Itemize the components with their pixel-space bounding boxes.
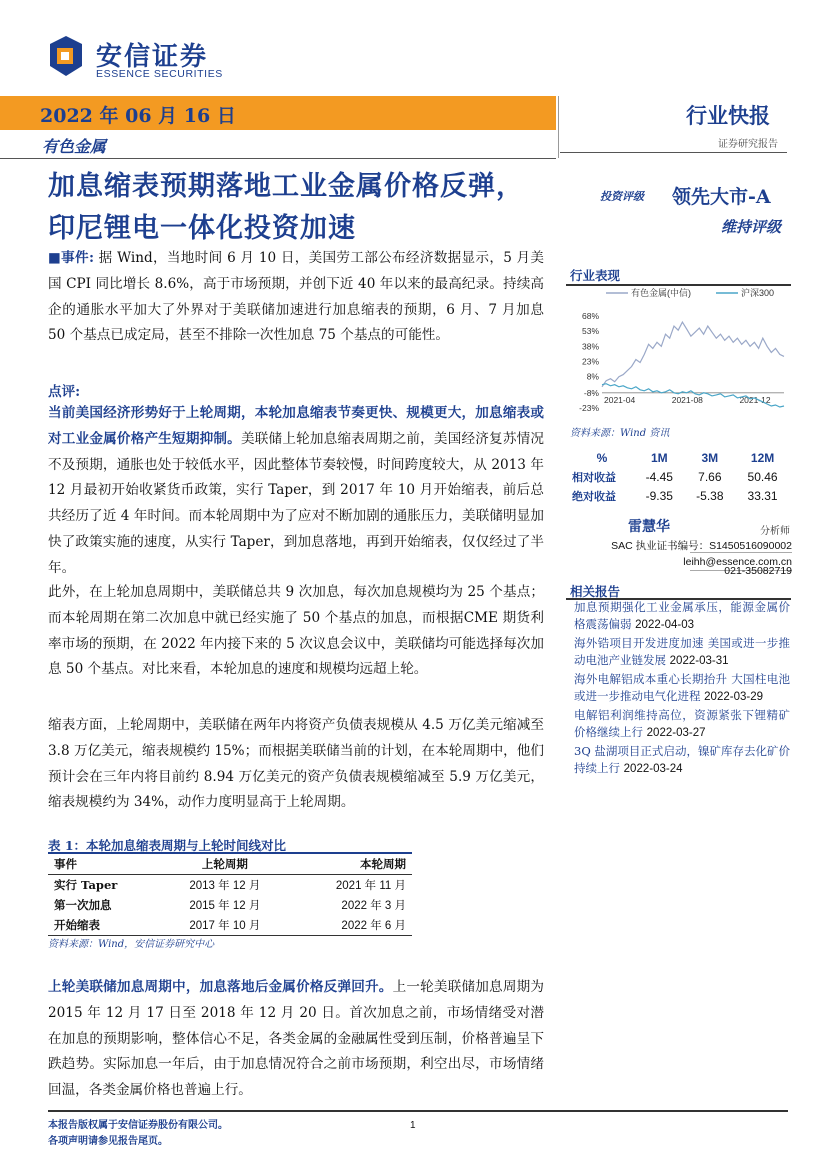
- table-source: 资料来源：Wind，安信证券研究中心: [48, 939, 215, 950]
- related-report-date: 2022-03-27: [646, 727, 706, 739]
- related-report-date: 2022-03-24: [623, 763, 683, 775]
- related-report-date: 2022-04-03: [635, 619, 694, 631]
- comment-label: 点评:: [48, 384, 81, 400]
- returns-row: [570, 486, 790, 505]
- paragraph-1-text: 美联储上轮加息缩表周期之前，美国经济复苏情况不及预期，通胀也处于较低水平，因此整体节奏较慢，时间跨度较大，从 2013 年 12 月最初开始收紧货币政策，实行 Taper，到 2017 年 10 月开始缩表，前后总共经历了近 4 年时间。而本轮周期中为了应对不断加剧的通胀压力，美联储明显加快了政策实施的速度，从实行 Taper，到加息落地，再到开始缩表，仅仅经过了半年。: [48, 430, 545, 576]
- analyst-divider: [690, 552, 792, 553]
- footer-copyright: 本报告版权属于安信证券股份有限公司。: [48, 1120, 228, 1131]
- related-report-title: 3Q 盐湖项目正式启动，镍矿库存去化矿价持续上行: [574, 744, 790, 775]
- report-date: 2022 年 06 月 16 日: [40, 105, 236, 127]
- table-row: [48, 875, 412, 896]
- footer-divider: [48, 1110, 788, 1112]
- paragraph-3: 缩表方面，上轮周期中，美联储在两年内将资产负债表规模从 4.5 万亿美元缩减至 3.8 万亿美元，缩表规模约 15%；而根据美联储当前的计划，在本轮周期中，他们预计会在三年内将目前约 8.94 万亿美元的资产负债表规模缩减至 5.9 万亿美元，缩表规模约为 34%，动作力度明显高于上轮周期。: [48, 717, 544, 811]
- legend-label-1: 沪深300: [741, 288, 775, 298]
- returns-value: 33.31: [747, 488, 778, 503]
- returns-value: -4.45: [645, 469, 673, 484]
- table-cell: 实行 Taper: [54, 878, 118, 892]
- table-header-row: [48, 853, 412, 875]
- related-report-item[interactable]: [574, 707, 790, 742]
- x-tick-label: 2021-12: [739, 394, 771, 405]
- table-header-cell: 事件: [48, 853, 162, 875]
- table-header-cell: 上轮周期: [162, 853, 288, 875]
- report-subtype: 证券研究报告: [718, 139, 778, 150]
- returns-header-cell: 3M: [701, 450, 719, 465]
- returns-value: 7.66: [698, 469, 722, 484]
- y-tick-label: -8%: [583, 387, 599, 398]
- table-cell: 2022 年 6 月: [288, 915, 412, 936]
- y-tick-label: 53%: [581, 326, 599, 337]
- related-report-item[interactable]: [574, 743, 790, 778]
- table-row: [48, 915, 412, 936]
- returns-value: 50.46: [747, 469, 778, 484]
- table-cell: 第一次加息: [54, 898, 112, 912]
- table-cell: 开始缩表: [48, 915, 162, 936]
- header-right-divider: [560, 152, 787, 153]
- event-paragraph: [48, 246, 544, 349]
- related-report-item[interactable]: [574, 599, 790, 634]
- rating-action: 维持评级: [721, 218, 782, 236]
- returns-table: [570, 448, 790, 505]
- analyst-phone: 021-35082719: [724, 565, 792, 577]
- chart-source: 资料来源：Wind 资讯: [570, 428, 670, 439]
- header-vertical-divider: [558, 96, 559, 158]
- related-title: 相关报告: [570, 584, 621, 599]
- logo-name-en: ESSENCE SECURITIES: [96, 68, 223, 80]
- returns-header-row: [570, 448, 790, 467]
- paragraph-4: [48, 975, 544, 1104]
- x-tick-label: 2021-08: [671, 394, 703, 405]
- related-report-title: 加息预期强化工业金属承压，能源金属价格震荡偏弱: [574, 600, 790, 631]
- table-cell: 2013 年 12 月: [189, 880, 261, 892]
- returns-value: -5.38: [696, 488, 724, 503]
- analyst-sac: SAC 执业证书编号：S1450516090002: [611, 540, 792, 552]
- returns-row-label: 相对收益: [572, 470, 616, 484]
- timeline-table: [48, 852, 412, 936]
- event-text: 据 Wind，当地时间 6 月 10 日，美国劳工部公布经济数据显示，5 月美国 CPI 同比增长 8.6%，高于市场预期，并创下近 40 年以来的最高纪录。持续高企的通胀水平加大了外界对于美联储加速进行加息缩表的预期，6 月、7 月加息 50 个基点已成定局，甚至不排除一次性加息 75 个基点的可能性。: [48, 250, 544, 344]
- page-number: 1: [410, 1120, 416, 1131]
- related-report-title: 海外电解铝成本重心长期抬升 大国柱电池或进一步推动电气化进程: [574, 672, 790, 703]
- y-tick-label: 23%: [581, 356, 599, 367]
- sector-label: 有色金属: [42, 137, 107, 156]
- analyst-email[interactable]: leihh@essence.com.cn: [683, 556, 792, 568]
- performance-title: 行业表现: [570, 268, 621, 283]
- table-cell: 2015 年 12 月: [189, 900, 261, 912]
- related-report-title: 电解铝利润维持高位，资源紧张下锂精矿价格继续上行: [574, 708, 790, 739]
- x-tick-label: 2021-04: [604, 394, 636, 405]
- y-tick-label: 8%: [586, 371, 599, 382]
- rating-value: 领先大市-A: [672, 186, 771, 208]
- table-cell: 2021 年 11 月: [335, 880, 406, 892]
- analyst-role: 分析师: [760, 526, 790, 537]
- paragraph-4-highlight: 上轮美联储加息周期中，加息落地后金属价格反弹回升。: [48, 979, 393, 995]
- y-tick-label: 68%: [581, 311, 599, 321]
- logo-name-cn: 安信证券: [96, 42, 209, 72]
- paragraph-4-text: 上一轮美联储加息周期为 2015 年 12 月 17 日至 2018 年 12 月 20 日。首次加息之前，市场情绪受对潜在加息的预期影响，整体信心不足，各类金属的金融属性受到压制，价格普遍呈下跌趋势。实际加息一年后，由于加息情况符合之前市场预期，利空出尽，市场情绪回温，各类金属价格也普遍上行。: [48, 979, 545, 1099]
- series-line-0: [602, 322, 784, 387]
- table-header-cell: 本轮周期: [288, 853, 412, 875]
- table-caption: 表 1：本轮加息缩表周期与上轮时间线对比: [48, 838, 287, 853]
- report-type: 行业快报: [686, 104, 770, 128]
- returns-header-cell: 1M: [650, 450, 668, 465]
- footer-disclaimer: 各项声明请参见报告尾页。: [48, 1136, 168, 1147]
- table-cell: 2022 年 3 月: [341, 900, 406, 912]
- header-divider: [0, 158, 556, 159]
- returns-row: [570, 467, 790, 486]
- returns-row-label: 绝对收益: [572, 489, 616, 503]
- related-report-title: 海外锆项目开发进度加速 美国或进一步推动电池产业链发展: [574, 636, 790, 667]
- y-tick-label: -23%: [579, 403, 599, 413]
- related-report-item[interactable]: [574, 635, 790, 670]
- returns-header-cell: %: [596, 450, 608, 465]
- chart-legend: [606, 287, 774, 298]
- event-label: 事件:: [61, 250, 94, 266]
- paragraph-2: 此外，在上轮加息周期中，美联储总共 9 次加息，每次加息规模均为 25 个基点；而本轮周期在第二次加息中就已经实施了 50 个基点的加息，而根据CME 期货利率市场的预期，在 2022 年内接下来的 5 次议息会议中，美联储均可能选择每次加息 50 个基点。对比来看，本轮加息的速度和规模均远超上轮。: [48, 584, 544, 678]
- related-report-date: 2022-03-29: [704, 691, 763, 703]
- analyst-name: 雷慧华: [628, 519, 670, 535]
- table-cell: 2017 年 10 月: [162, 915, 288, 936]
- related-reports-list: [574, 598, 790, 778]
- table-row: [48, 895, 412, 915]
- event-marker: ■: [48, 250, 62, 266]
- logo-mark-icon: [48, 36, 84, 76]
- rating-label: 投资评级: [600, 190, 644, 203]
- paragraph-1-highlight: 当前美国经济形势好于上轮周期，本轮加息缩表节奏更快、规模更大，加息缩表或对工业金属价格产生短期抑制。: [48, 405, 544, 447]
- returns-header-cell: 12M: [750, 450, 775, 465]
- y-tick-label: 38%: [581, 341, 599, 352]
- legend-label-0: 有色金属(中信): [631, 288, 691, 298]
- related-report-date: 2022-03-31: [669, 655, 729, 667]
- returns-value: -9.35: [645, 488, 673, 503]
- report-title: 加息缩表预期落地工业金属价格反弹，印尼锂电一体化投资加速: [48, 171, 524, 244]
- related-report-item[interactable]: [574, 671, 790, 706]
- performance-chart: [566, 286, 791, 420]
- paragraph-1: [48, 401, 544, 582]
